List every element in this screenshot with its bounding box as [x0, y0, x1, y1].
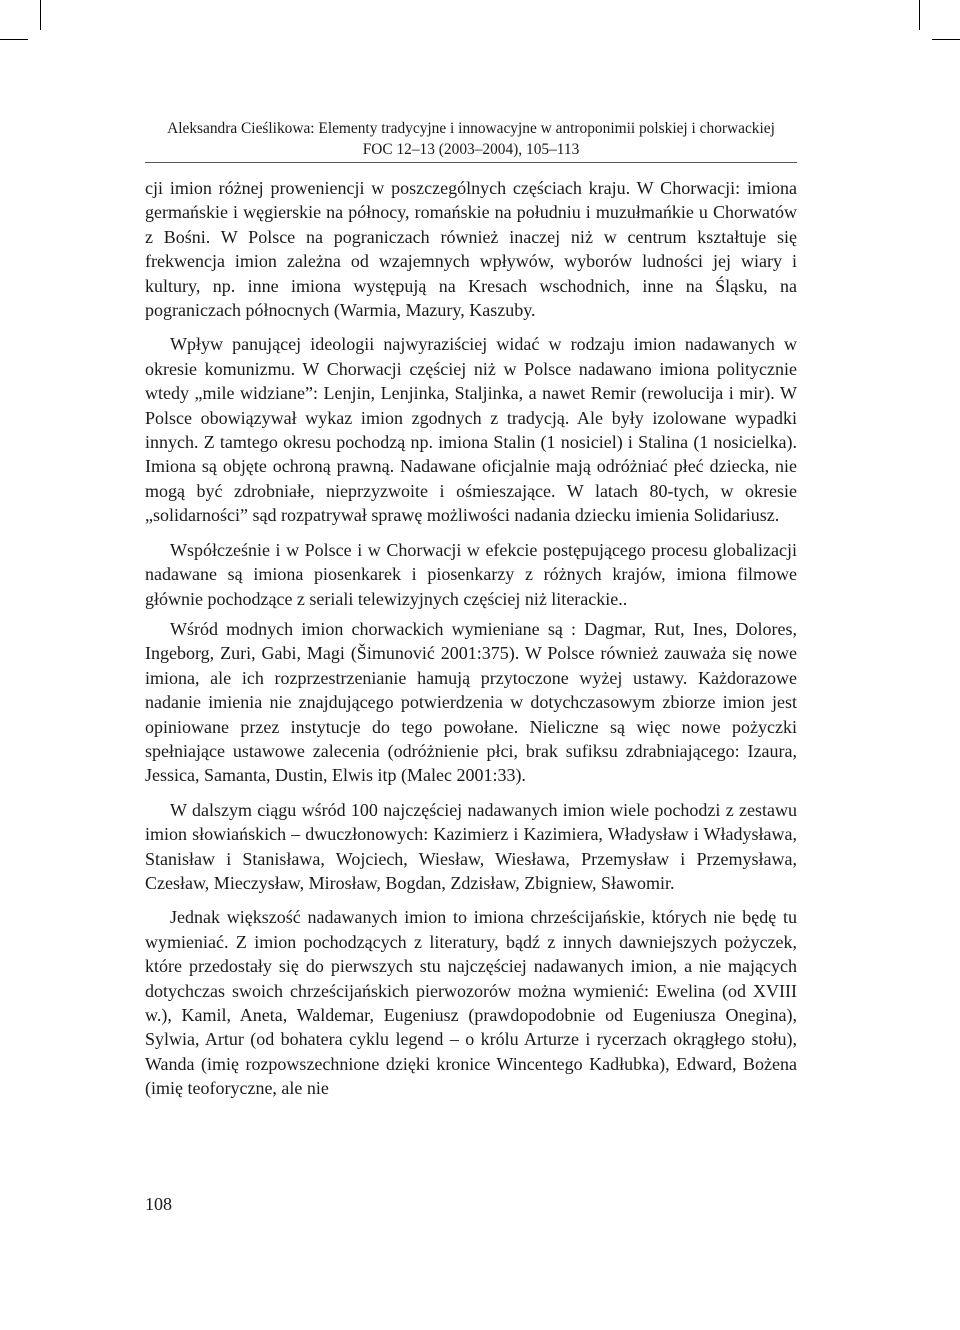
- paragraph: cji imion różnej proweniencji w poszczególnych częściach kraju. W Chorwacji: imiona germańskie i węgierskie na północy, romańskie na południu i muzułmańkie u Chorwatów z Bośni. W Polsce na pograniczach również inaczej niż w centrum kształtuje się frekwencja imion zależna od wzajemnych wpływów, wyborów ludności jej wiary i kultury, np. inne imiona występują na Kresach wschodnich, inne na Śląsku, na pograniczach północnych (Warmia, Mazury, Kaszuby.: [145, 178, 797, 321]
- running-header: [145, 118, 797, 160]
- page-number: 108: [145, 1194, 172, 1214]
- header-author-title: Aleksandra Cieślikowa: Elementy tradycyjne i innowacyjne w antroponimii polskiej i chorwackiej: [167, 120, 775, 137]
- crop-mark-top-left-horizontal: [0, 39, 28, 40]
- header-rule: [145, 162, 797, 163]
- crop-mark-top-left-vertical: [40, 0, 41, 30]
- body-text: [145, 176, 797, 1101]
- paragraph: Jednak większość nadawanych imion to imiona chrześcijańskie, których nie będę tu wymieniać. Z imion pochodzących z literatury, bądź z innych dawniejszych pożyczek, które przedostały się do pierwszych stu najczęściej nadawanych imion, a nie mających dotychczas swoich chrześcijańskich pierwozorów można wymienić: Ewelina (od XVIII w.), Kamil, Aneta, Waldemar, Eugeniusz (prawdopodobnie od Eugeniusza Onegina), Sylwia, Artur (od bohatera cyklu legend – o królu Arturze i rycerzach okrągłego stołu), Wanda (imię rozpowszechnione dzięki kronice Wincentego Kadłubka), Edward, Bożena (imię teoforyczne, ale nie: [145, 907, 797, 1099]
- crop-mark-top-right-horizontal: [932, 39, 960, 40]
- paragraph: Wpływ panującej ideologii najwyraziściej widać w rodzaju imion nadawanych w okresie komunizmu. W Chorwacji częściej niż w Polsce nadawano imiona politycznie wtedy „mile widziane”: Lenjin, Lenjinka, Staljinka, a nawet Remir (rewolucija i mir). W Polsce obowiązywał wykaz imion zgodnych z tradycją. Ale były izolowane wypadki innych. Z tamtego okresu pochodzą np. imiona Stalin (1 nosiciel) i Stalina (1 nosicielka). Imiona są objęte ochroną prawną. Nadawane oficjalnie mają odróżniać płeć dziecka, nie mogą być zdrobniałe, nieprzyzwoite i ośmieszające. W latach 80-tych, w okresie „solidarności” sąd rozpatrywał sprawę możliwości nadania dziecku imienia Solidariusz.: [145, 334, 797, 526]
- paragraph: Współcześnie i w Polsce i w Chorwacji w efekcie postępującego procesu globalizacji nadawane są imiona piosenkarek i piosenkarzy z różnych krajów, imiona filmowe głównie pochodzące z seriali telewizyjnych częściej niż literackie..: [145, 539, 797, 609]
- header-citation: FOC 12–13 (2003–2004), 105–113: [362, 141, 580, 158]
- paragraph: Wśród modnych imion chorwackich wymieniane są : Dagmar, Rut, Ines, Dolores, Ingeborg, Zuri, Gabi, Magi (Šimunović 2001:375). W Polsce również zauważa się nowe imiona, ale ich rozprzestrzenianie hamują przytoczone wyżej ustawy. Każdorazowe nadanie imienia nie znajdującego potwierdzenia w dotychczasowym zbiorze imion jest opiniowane przez instytucje do tego powołane. Nieliczne są więc nowe pożyczki spełniające ustawowe zalecenia (odróżnienie płci, brak sufiksu zdrabniającego: Izaura, Jessica, Samanta, Dustin, Elwis itp (Malec 2001:33).: [145, 618, 797, 786]
- crop-mark-top-right-vertical: [919, 0, 920, 30]
- paragraph: W dalszym ciągu wśród 100 najczęściej nadawanych imion wiele pochodzi z zestawu imion słowiańskich – dwuczłonowych: Kazimierz i Kazimiera, Władysław i Władysława, Stanisław i Stanisława, Wojciech, Wiesław, Wiesława, Przemysław i Przemysława, Czesław, Mieczysław, Mirosław, Bogdan, Zdzisław, Zbigniew, Sławomir.: [145, 799, 797, 893]
